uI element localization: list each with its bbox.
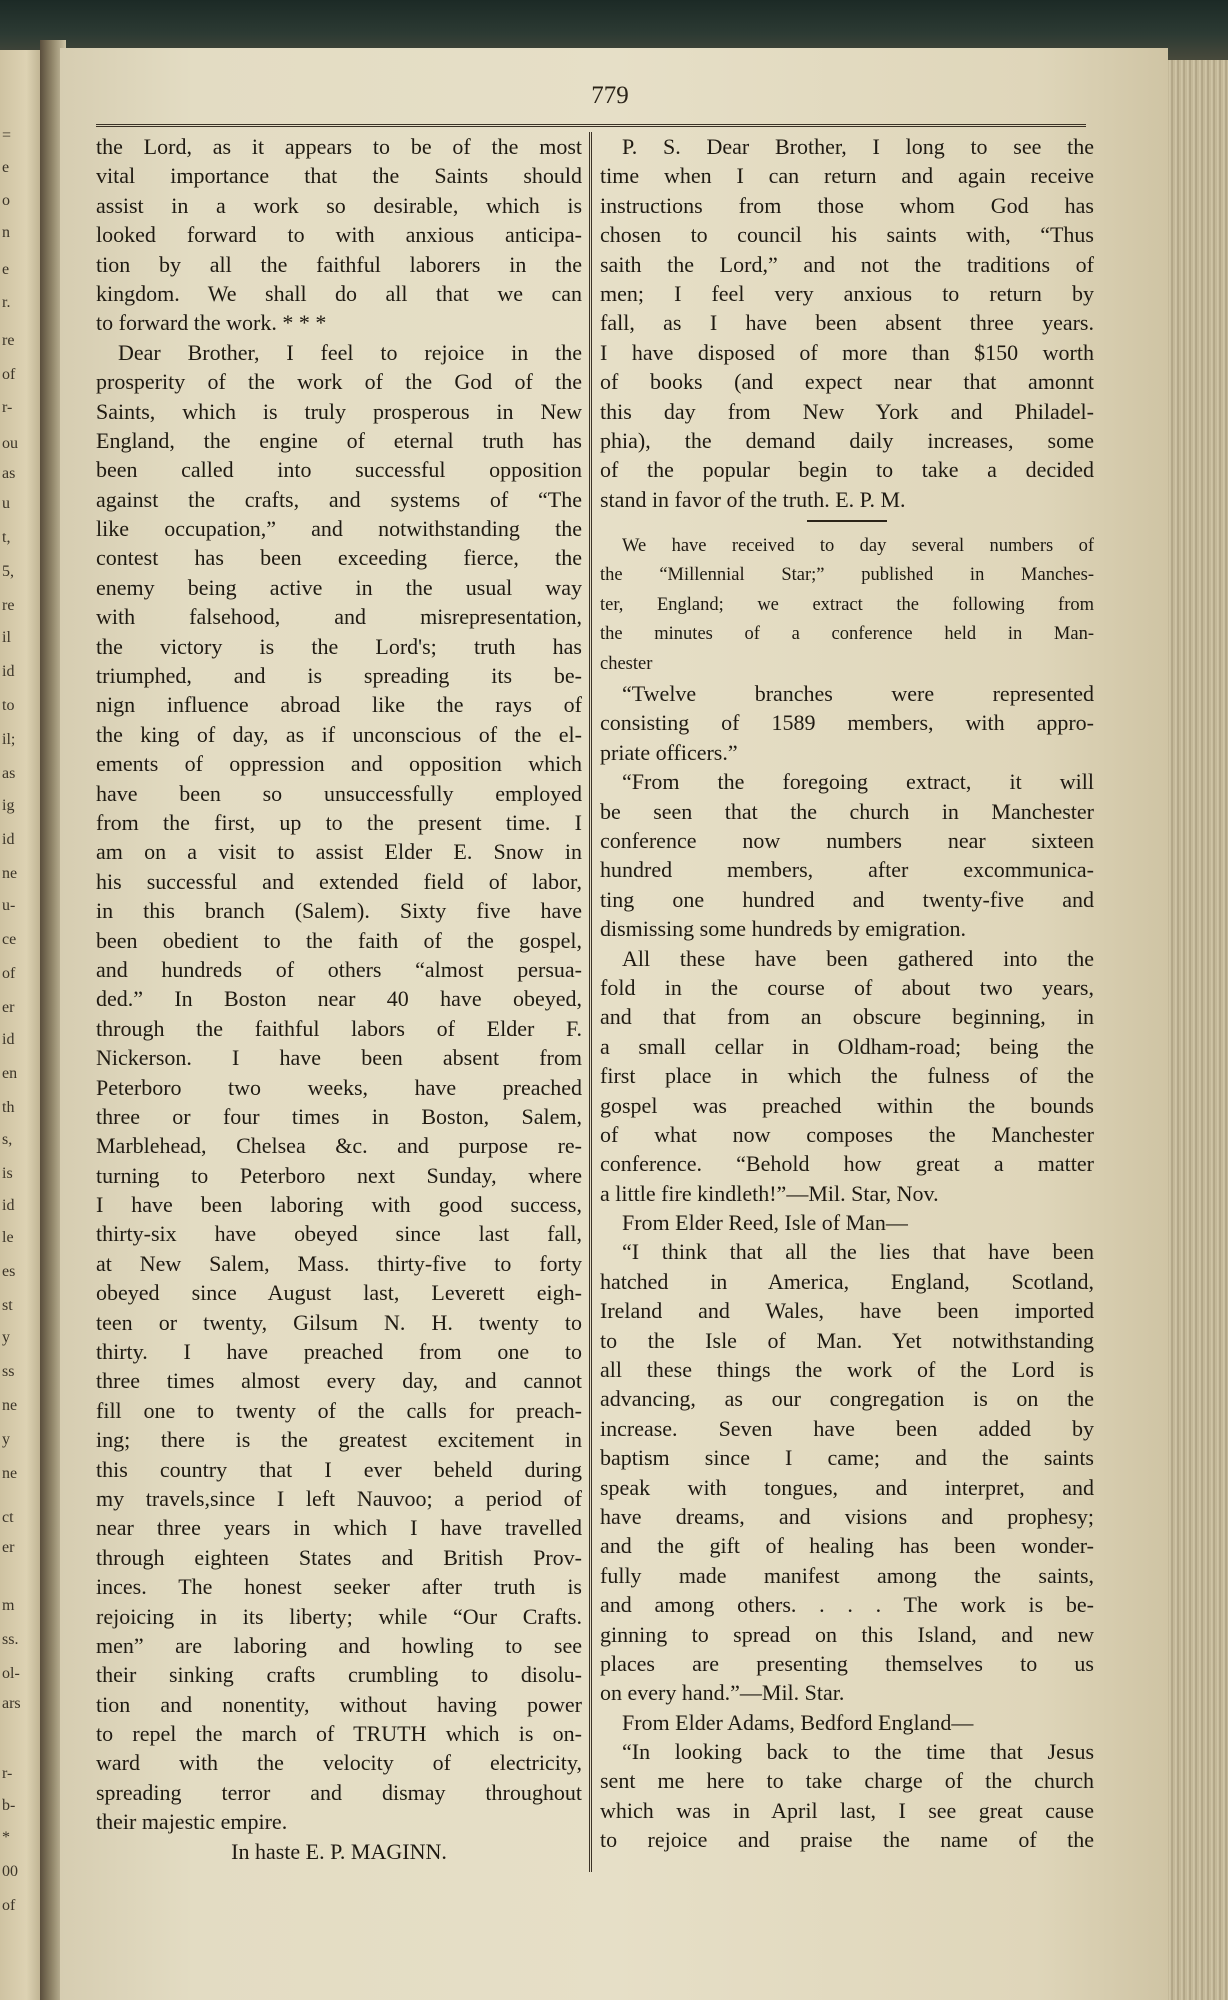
text-line: consisting of 1589 members, with appro- [600,710,1094,736]
facing-page-fragment: r- [2,399,13,416]
text-line: All these have been gathered into the [622,945,1094,971]
facing-page-fragment: as [2,465,16,482]
text-line: of the popular begin to take a decided [600,457,1094,483]
section-rule [807,520,887,522]
text-line: ing; there is the greatest excitement in [96,1427,582,1453]
text-line: triumphed, and is spreading its be- [96,663,582,689]
facing-page-fragment: y [2,1431,10,1448]
text-line: have been so unsuccessfully employed [96,780,582,806]
facing-page-fragment: en [2,1065,18,1082]
facing-page-fragment: id [2,831,15,848]
facing-page-fragment: es [2,1263,16,1280]
facing-page-fragment: ol- [2,1665,20,1682]
text-line: men” are laboring and howling to see [96,1632,582,1658]
text-line: to forward the work. * * * [96,310,327,336]
text-line: phia), the demand daily increases, some [600,427,1094,453]
text-line: nign influence abroad like the rays of [96,692,582,718]
facing-page-fragment: of [2,366,16,383]
facing-page-fragment: er [2,999,15,1016]
text-line: ements of oppression and opposition which [96,751,582,777]
text-line: Peterboro two weeks, have preached [96,1074,582,1100]
text-line: In haste E. P. MAGINN. [231,1838,447,1864]
facing-page-fragment: 00 [2,1863,18,1880]
text-line: baptism since I came; and the saints [600,1445,1094,1471]
text-line: thirty-six have obeyed since last fall, [96,1221,582,1247]
left-column [96,132,582,1866]
text-line: assist in a work so desirable, which is [96,192,582,218]
facing-page-fragment: ne [2,1465,18,1482]
facing-page-fragment: ig [2,797,15,814]
text-line: hundred members, after excommunica- [600,857,1094,883]
text-line: which was in April last, I see great cause [600,1797,1094,1823]
text-line: to repel the march of TRUTH which is on- [96,1721,582,1747]
facing-page-fragment: re [2,332,15,349]
text-line: the “Millennial Star;” published in Manches- [600,565,1094,586]
facing-page-fragment: is [2,1165,13,1182]
text-line: his successful and extended field of labor, [96,868,582,894]
text-line: ward with the velocity of electricity, [96,1750,582,1776]
text-line: Nickerson. I have been absent from [96,1045,582,1071]
facing-page-fragment: id [2,1031,15,1048]
text-line: the minutes of a conference held in Man- [600,624,1094,645]
text-line: “Twelve branches were represented [622,681,1094,707]
facing-page-fragment: ss [2,1363,15,1380]
text-line: to rejoice and praise the name of the [600,1827,1094,1853]
text-line: kingdom. We shall do all that we can [96,280,582,306]
facing-page-fragment: e [2,159,10,176]
facing-page-fragment: st [2,1297,13,1314]
text-line: be seen that the church in Manchester [600,798,1094,824]
text-line: contest has been exceeding fierce, the [96,545,582,571]
facing-page-fragment: le [2,1229,14,1246]
text-line: chosen to council his saints with, “Thus [600,222,1094,248]
text-line: Saints, which is truly prosperous in New [96,398,582,424]
text-line: England, the engine of eternal truth has [96,427,582,453]
facing-page-fragment: ct [2,1509,14,1526]
text-line: this day from New York and Philadel- [600,398,1094,424]
text-line: been obedient to the faith of the gospel, [96,927,582,953]
text-line: enemy being active in the usual way [96,574,582,600]
text-line: this country that I ever beheld during [96,1456,582,1482]
text-line: on every hand.”—Mil. Star. [600,1680,845,1706]
text-line: three times almost every day, and cannot [96,1368,582,1394]
text-line: dismissing some hundreds by emigration. [600,916,967,942]
text-line: tion by all the faithful laborers in the [96,251,582,277]
text-line: stand in favor of the truth. E. P. M. [600,486,906,512]
facing-page-fragment: y [2,1329,10,1346]
text-line: We have received to day several numbers of [622,536,1094,557]
text-line: of books (and expect near that amonnt [600,369,1094,395]
text-line: P. S. Dear Brother, I long to see the [622,134,1094,159]
text-line: prosperity of the work of the God of the [96,369,582,395]
text-line: gospel was preached within the bounds [600,1092,1094,1118]
text-line: with falsehood, and misrepresentation, [96,604,582,630]
text-line: their sinking crafts crumbling to disolu- [96,1662,582,1688]
text-line: been called into successful opposition [96,457,582,483]
text-line: spreading terror and dismay throughout [96,1779,582,1805]
facing-page-fragment: ne [2,1397,18,1414]
text-line: of what now composes the Manchester [600,1121,1094,1147]
text-line: inces. The honest seeker after truth is [96,1574,582,1600]
text-line: advancing, as our congregation is on the [600,1386,1094,1412]
facing-page-fragment: re [2,597,15,614]
text-line: conference. “Behold how great a matter [600,1151,1094,1177]
text-line: Dear Brother, I feel to rejoice in the [118,339,582,365]
text-line: a small cellar in Oldham-road; being the [600,1033,1094,1059]
text-line: my travels,since I left Nauvoo; a period of [96,1485,582,1511]
text-line: the Lord, as it appears to be of the most [96,134,582,159]
facing-page-fragment: th [2,1099,15,1116]
text-line: fold in the course of about two years, [600,974,1094,1000]
text-line: places are presenting themselves to us [600,1650,1094,1676]
facing-page-fragment: id [2,663,15,680]
text-line: and hundreds of others “almost persua- [96,956,582,982]
text-line: fill one to twenty of the calls for preach- [96,1397,582,1423]
facing-page-fragment: u [2,495,10,512]
facing-page-fragment: u- [2,897,16,914]
facing-page-fragment: to [2,697,15,714]
text-line: first place in which the fulness of the [600,1063,1094,1089]
text-line: time when I can return and again receive [600,163,1094,189]
facing-page-fragment: t, [2,529,11,546]
text-line: three or four times in Boston, Salem, [96,1103,582,1129]
facing-page-fragment: ne [2,865,18,882]
text-line: men; I feel very anxious to return by [600,280,1094,306]
text-line: through the faithful labors of Elder F. [96,1015,582,1041]
text-line: increase. Seven have been added by [600,1415,1094,1441]
text-line: looked forward to with anxious anticipa- [96,222,582,248]
text-line: through eighteen States and British Prov- [96,1544,582,1570]
text-line: obeyed since August last, Leverett eigh- [96,1280,582,1306]
text-line: I have disposed of more than $150 worth [600,339,1094,365]
text-line: conference now numbers near sixteen [600,827,1094,853]
facing-page-fragment: il [2,629,11,646]
header-rule [96,124,1086,127]
facing-page-fragment: ss. [2,1631,19,1648]
text-line: have dreams, and visions and prophesy; [600,1503,1094,1529]
text-line: all these things the work of the Lord is [600,1357,1094,1383]
facing-page-fragment: e [2,261,10,278]
text-line: their majestic empire. [96,1809,288,1835]
text-line: “In looking back to the time that Jesus [622,1739,1094,1765]
facing-page-fragment: 5, [2,563,14,580]
text-line: sent me here to take charge of the church [600,1768,1094,1794]
facing-page-fragment: ars [2,1695,21,1712]
column-divider [589,132,592,1872]
text-line: ting one hundred and twenty-five and [600,886,1094,912]
text-line: rejoicing in its liberty; while “Our Crafts. [96,1603,582,1629]
text-line: hatched in America, England, Scotland, [600,1268,1094,1294]
text-line: at New Salem, Mass. thirty-five to forty [96,1250,582,1276]
text-line: From Elder Adams, Bedford England— [622,1709,974,1735]
text-line: like occupation,” and notwithstanding the [96,516,582,542]
text-line: ded.” In Boston near 40 have obeyed, [96,986,582,1012]
text-line: against the crafts, and systems of “The [96,486,582,512]
facing-page-fragment: o [2,192,10,209]
facing-page-fragment: n [2,224,10,241]
facing-page-fragment: r- [2,1765,13,1782]
text-line: and the gift of healing has been wonder- [600,1533,1094,1559]
facing-page-fragment: m [2,1597,15,1614]
facing-page-fragment: il; [2,731,16,748]
text-line: ter, England; we extract the following from [600,594,1094,615]
right-column [600,132,1094,1855]
text-line: tion and nonentity, without having power [96,1691,582,1717]
text-line: saith the Lord,” and not the traditions of [600,251,1094,277]
text-line: turning to Peterboro next Sunday, where [96,1162,582,1188]
text-line: I have been laboring with good success, [96,1192,582,1218]
text-line: a little fire kindleth!”—Mil. Star, Nov. [600,1180,939,1206]
facing-page-fragment: * [2,1829,10,1846]
page-stack-edge [1168,60,1228,2000]
text-line: and that from an obscure beginning, in [600,1004,1094,1030]
text-line: near three years in which I have travelled [96,1515,582,1541]
text-line: ginning to spread on this Island, and new [600,1621,1094,1647]
facing-page-fragment: id [2,1197,15,1214]
text-line: Ireland and Wales, have been imported [600,1298,1094,1324]
facing-page-fragment: ou [2,435,18,452]
facing-page-edge [0,50,44,2000]
text-line: in this branch (Salem). Sixty five have [96,898,582,924]
text-line: the king of day, as if unconscious of the el- [96,721,582,747]
text-line: Marblehead, Chelsea &c. and purpose re- [96,1133,582,1159]
facing-page-fragment: of [2,1897,16,1914]
text-line: vital importance that the Saints should [96,163,582,189]
facing-page-fragment: of [2,965,16,982]
facing-page-fragment: er [2,1539,15,1556]
page-number: 779 [591,82,629,109]
text-line: fall, as I have been absent three years. [600,310,1094,336]
text-line: “I think that all the lies that have been [622,1239,1094,1265]
text-line: priate officers.” [600,739,738,765]
text-line: fully made manifest among the saints, [600,1562,1094,1588]
text-line: teen or twenty, Gilsum N. H. twenty to [96,1309,582,1335]
text-line: the victory is the Lord's; truth has [96,633,582,659]
text-line: am on a visit to assist Elder E. Snow in [96,839,582,865]
text-line: instructions from those whom God has [600,192,1094,218]
facing-page-fragment: = [2,127,12,144]
facing-page-fragment: b- [2,1797,16,1814]
text-line: speak with tongues, and interpret, and [600,1474,1094,1500]
text-line: chester [600,653,653,674]
text-line: and among others. . . . The work is be- [600,1592,1094,1618]
facing-page-fragment: r. [2,294,11,311]
facing-page-fragment: as [2,765,16,782]
text-line: “From the foregoing extract, it will [622,769,1094,795]
facing-page-fragment: ce [2,931,17,948]
text-line: From Elder Reed, Isle of Man— [622,1210,908,1236]
text-line: from the first, up to the present time. I [96,809,582,835]
facing-page-fragment: s, [2,1131,13,1148]
text-line: to the Isle of Man. Yet notwithstanding [600,1327,1094,1353]
text-line: thirty. I have preached from one to [96,1339,582,1365]
